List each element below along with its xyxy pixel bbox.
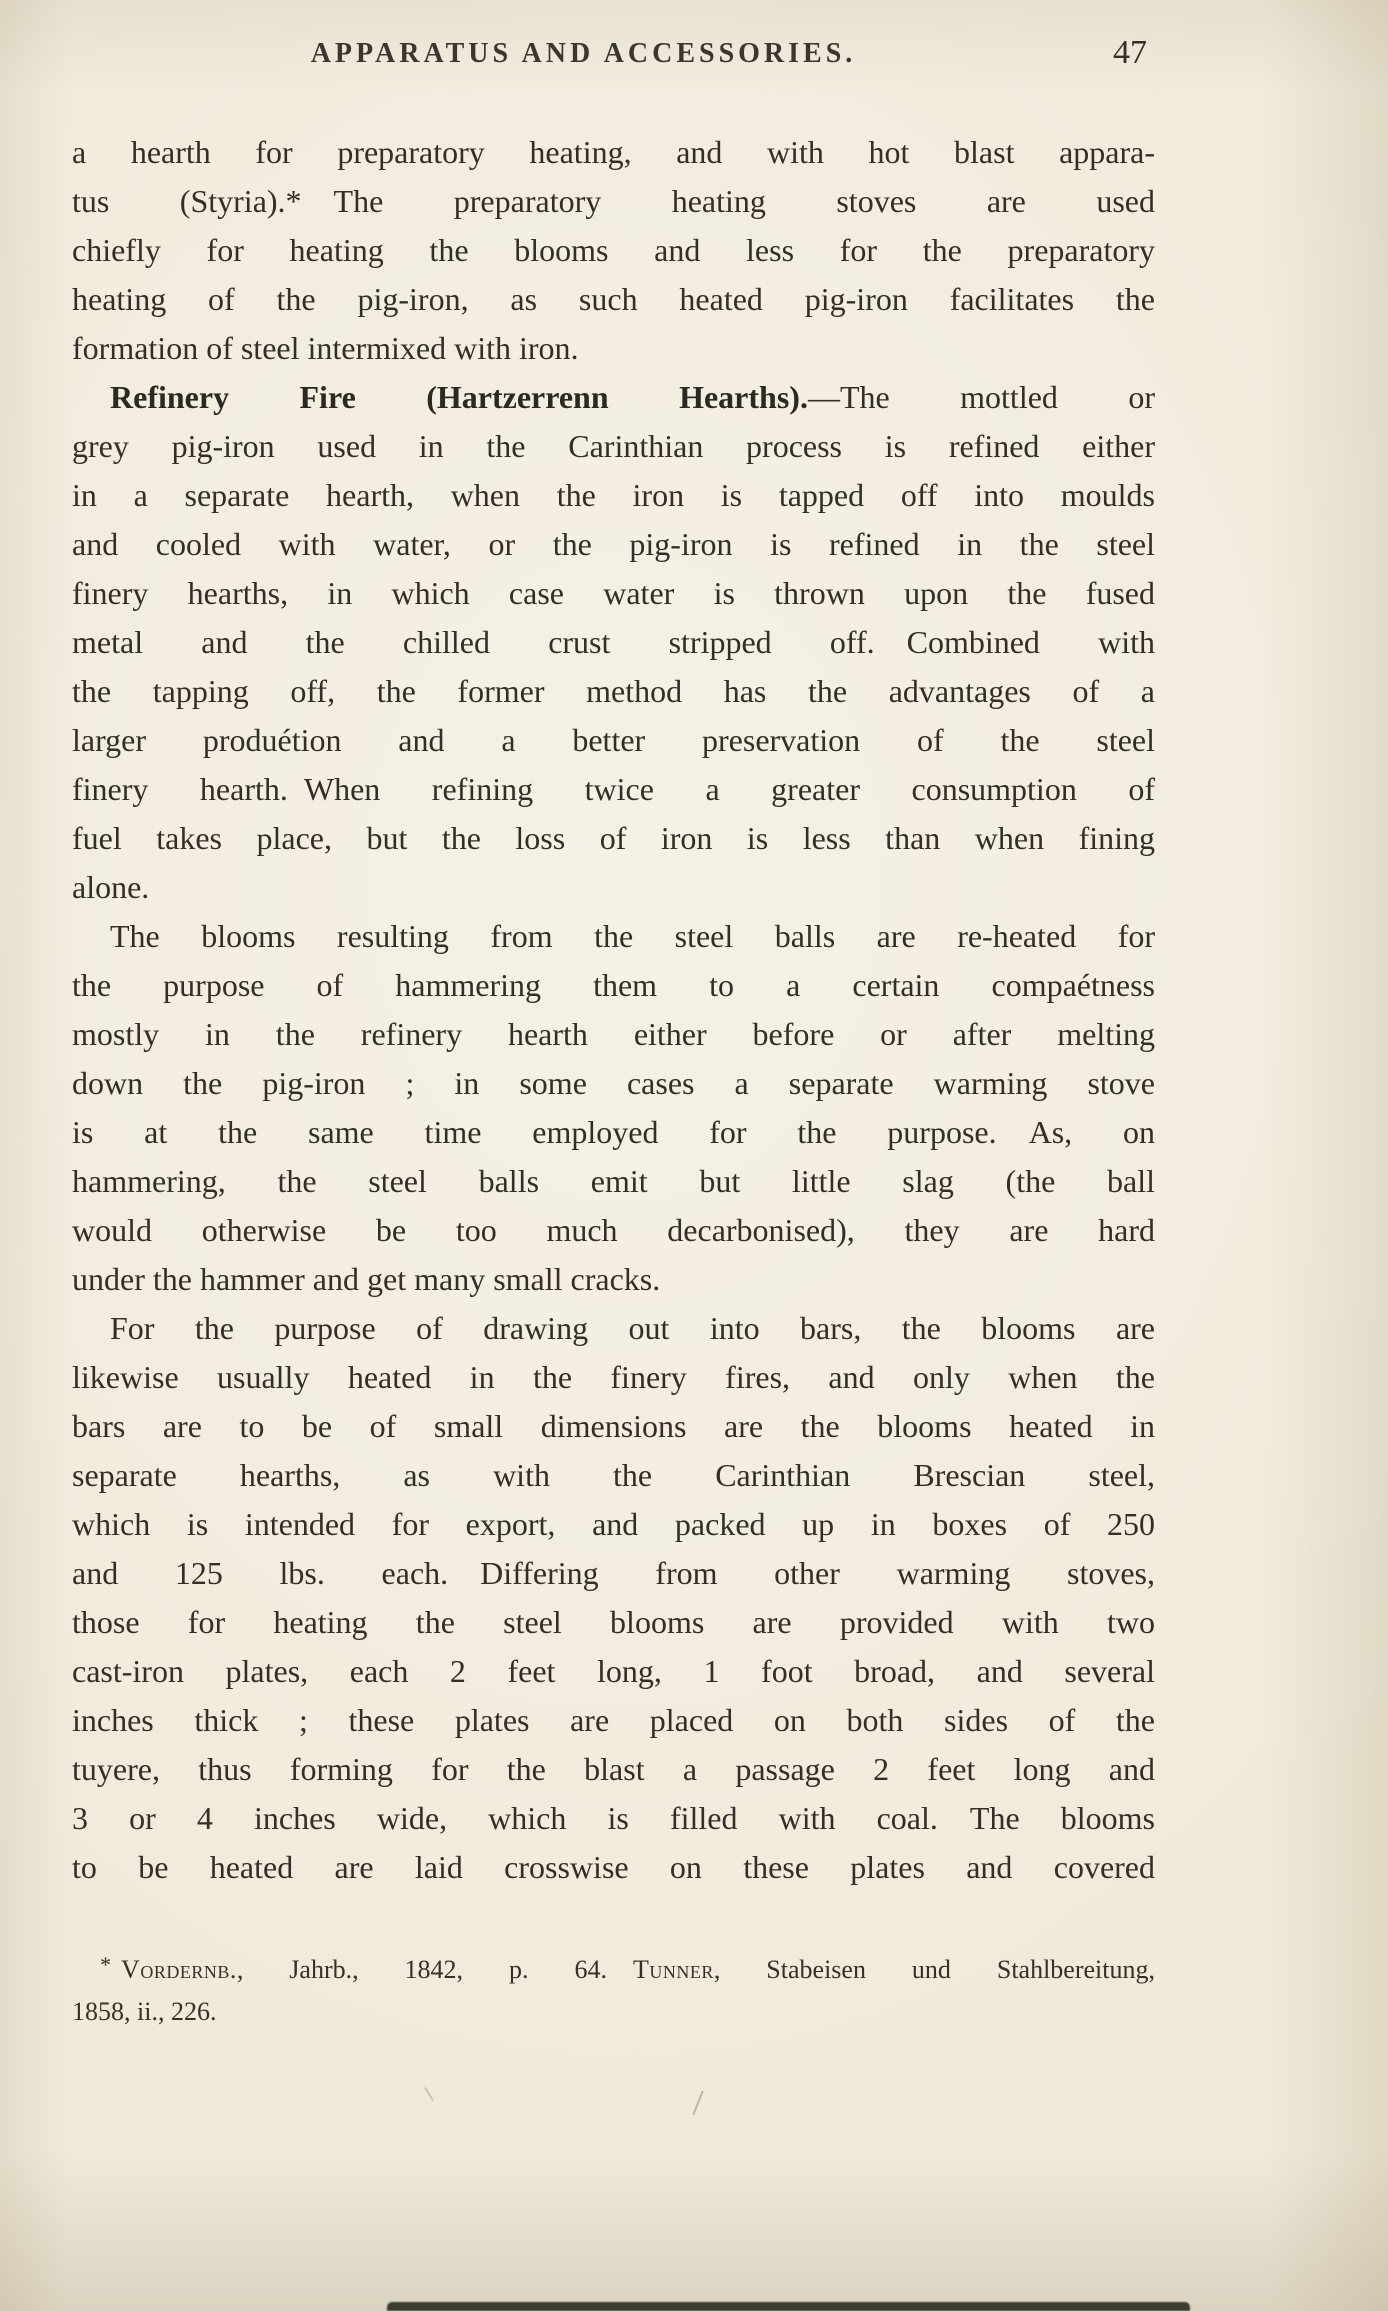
text-line: hammering, the steel balls emit but little slag (the ball: [72, 1163, 1155, 1199]
text-line: alone.: [72, 869, 150, 905]
text-line: larger produétion and a better preservation of the steel: [72, 722, 1155, 758]
text-line: inches thick ; these plates are placed on both sides of the: [72, 1702, 1155, 1738]
text-line: the tapping off, the former method has the advantages of a: [72, 673, 1155, 709]
footnote-author-1: Vordernb.: [121, 1955, 237, 1985]
text-line: finery hearths, in which case water is thrown upon the fused: [72, 575, 1155, 611]
text-line: separate hearths, as with the Carinthian Brescian steel,: [72, 1457, 1155, 1493]
text-line: finery hearth. When refining twice a greater consumption of: [72, 771, 1155, 807]
paragraph: [72, 128, 1155, 373]
text-line: the purpose of hammering them to a certain compaétness: [72, 967, 1155, 1003]
text-block: [72, 128, 1155, 1892]
running-title: APPARATUS AND ACCESSORIES.: [310, 38, 857, 69]
footnote-line-2: 1858, ii., 226.: [72, 1997, 217, 2027]
text-line: in a separate hearth, when the iron is tapped off into moulds: [72, 477, 1155, 513]
footnote-ref-1: , Jahrb., 1842, p. 64.: [236, 1955, 633, 1985]
scan-edge-shadow: [387, 2302, 1190, 2311]
text-line: to be heated are laid crosswise on these plates and covered: [72, 1849, 1155, 1885]
paragraph: [72, 912, 1155, 1304]
bold-lead: Refinery Fire (Hartzerrenn Hearths).: [110, 379, 808, 415]
text-line: fuel takes place, but the loss of iron is less than when fining: [72, 820, 1155, 856]
text-line: cast-iron plates, each 2 feet long, 1 foot broad, and several: [72, 1653, 1155, 1689]
text-line: a hearth for preparatory heating, and with hot blast appara-: [72, 134, 1155, 170]
text-line: chiefly for heating the blooms and less for the preparatory: [72, 232, 1155, 268]
page-number: 47: [1113, 34, 1147, 71]
text-line: under the hammer and get many small cracks.: [72, 1261, 661, 1297]
text-line: The blooms resulting from the steel balls are re-heated for: [110, 918, 1155, 954]
text-line: tuyere, thus forming for the blast a passage 2 feet long and: [72, 1751, 1155, 1787]
stray-pencil-mark: [424, 2087, 434, 2102]
page-header: [72, 34, 1155, 82]
text-line: heating of the pig-iron, as such heated pig-iron facilitates the: [72, 281, 1155, 317]
text-line: which is intended for export, and packed up in boxes of 250: [72, 1506, 1155, 1542]
text-line: mostly in the refinery hearth either before or after melting: [72, 1016, 1155, 1052]
footnote-line-1: [72, 1944, 1155, 1991]
text-line: down the pig-iron ; in some cases a separate warming stove: [72, 1065, 1155, 1101]
footnote-author-2: Tunner: [632, 1955, 714, 1985]
text-line: and 125 lbs. each. Differing from other warming stoves,: [72, 1555, 1155, 1591]
text-line: those for heating the steel blooms are provided with two: [72, 1604, 1155, 1640]
text-line: and cooled with water, or the pig-iron is refined in the steel: [72, 526, 1155, 562]
text-line: likewise usually heated in the finery fires, and only when the: [72, 1359, 1155, 1395]
text-line: tus (Styria).* The preparatory heating stoves are used: [72, 183, 1155, 219]
footnote-ref-2: , Stabeisen und Stahlbereitung,: [713, 1955, 1155, 1985]
text-line: is at the same time employed for the purpose. As, on: [72, 1114, 1155, 1150]
text-line: For the purpose of drawing out into bars, the blooms are: [110, 1310, 1155, 1346]
footnote: [72, 1944, 1155, 2033]
paragraph: [72, 373, 1155, 912]
stray-pencil-mark: [692, 2091, 704, 2116]
text-line: grey pig-iron used in the Carinthian process is refined either: [72, 428, 1155, 464]
text-line: would otherwise be too much decarbonised), they are hard: [72, 1212, 1155, 1248]
text-line: formation of steel intermixed with iron.: [72, 330, 579, 366]
paragraph: [72, 1304, 1155, 1892]
text-line: metal and the chilled crust stripped off. Combined with: [72, 624, 1155, 660]
text-line: 3 or 4 inches wide, which is filled with coal. The blooms: [72, 1800, 1155, 1836]
text-line: Refinery Fire (Hartzerrenn Hearths).—The mottled or: [110, 379, 1156, 415]
footnote-marker: *: [100, 1952, 112, 1977]
text-line: bars are to be of small dimensions are the blooms heated in: [72, 1408, 1155, 1444]
